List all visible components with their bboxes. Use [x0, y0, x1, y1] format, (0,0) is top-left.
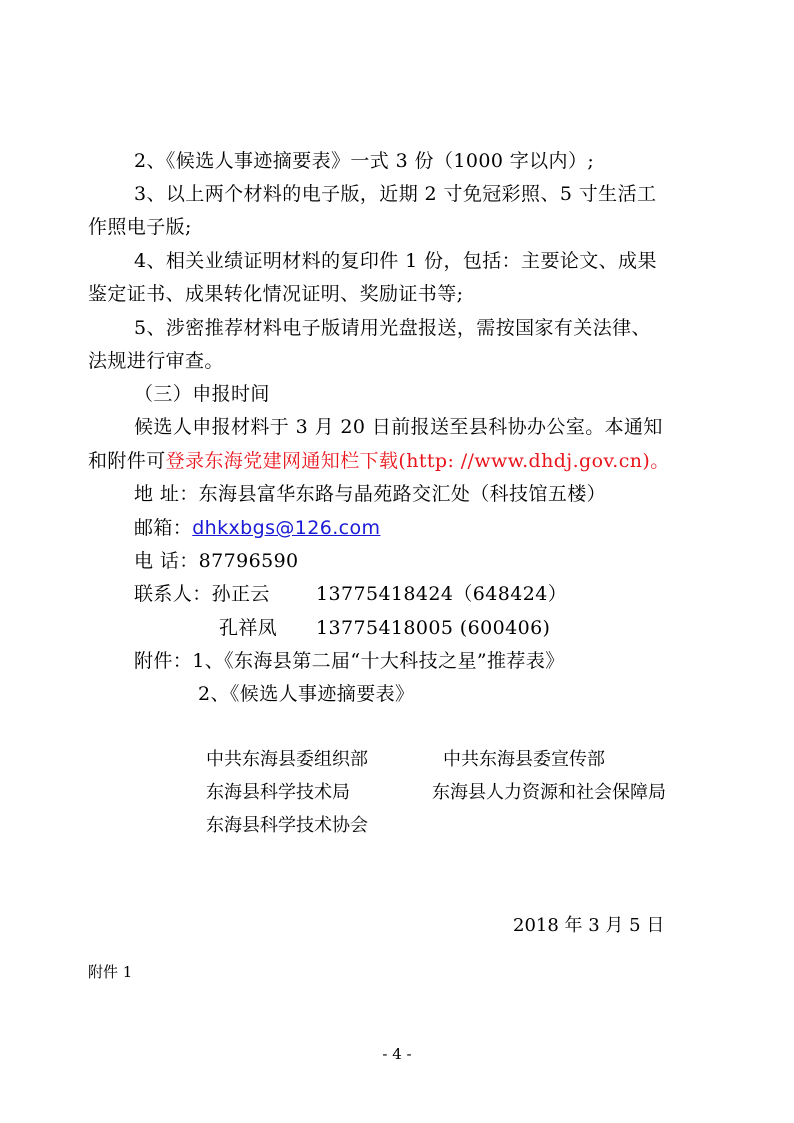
signatory-org-3: 东海县科学技术局 — [206, 782, 350, 803]
contact-phone: 电 话：87796590 — [134, 550, 299, 572]
section-heading-submission-time: （三）申报时间 — [134, 383, 270, 405]
material-item-2: 2、《候选人事迹摘要表》一式 3 份（1000 字以内）; — [134, 150, 595, 172]
material-item-5-line2: 法规进行审查。 — [88, 350, 224, 372]
attachment-item-1: 1、《东海县第二届“十大科技之星”推荐表》 — [192, 650, 565, 672]
email-label: 邮箱： — [134, 517, 193, 539]
signatory-org-5: 东海县科学技术协会 — [206, 815, 368, 836]
signatory-org-2: 中共东海县委宣传部 — [443, 749, 605, 770]
attachment-1-mark: 附件 1 — [88, 963, 133, 981]
attachment-item-2: 2、《候选人事迹摘要表》 — [198, 683, 415, 705]
contact-person-row-1 — [134, 582, 270, 606]
submission-body-prefix: 和附件可 — [88, 450, 166, 472]
document-date: 2018 年 3 月 5 日 — [513, 915, 665, 936]
submission-body-line2 — [88, 449, 670, 473]
contact-email-row — [134, 516, 380, 540]
contact-person-2-phone: 13775418005 (600406) — [316, 617, 551, 639]
contact-person-1-phone: 13775418424（648424） — [316, 583, 568, 605]
material-item-5-line1: 5、涉密推荐材料电子版请用光盘报送，需按国家有关法律、 — [134, 317, 651, 339]
material-item-3-line2: 作照电子版; — [88, 216, 192, 238]
submission-body-line1: 候选人申报材料于 3 月 20 日前报送至县科协办公室。本通知 — [134, 416, 663, 438]
attachments-label: 附件： — [134, 650, 193, 672]
material-item-3-line1: 3、以上两个材料的电子版，近期 2 寸免冠彩照、5 寸生活工 — [134, 183, 657, 205]
contact-label: 联系人： — [134, 583, 212, 605]
contact-person-1-name: 孙正云 — [211, 583, 270, 605]
download-link-text[interactable]: 登录东海党建网通知栏下载(http: //www.dhdj.gov.cn)。 — [165, 450, 670, 472]
contact-address: 地 址：东海县富华东路与晶苑路交汇处（科技馆五楼） — [134, 483, 607, 505]
attachment-row-1 — [134, 649, 565, 673]
signatory-org-4: 东海县人力资源和社会保障局 — [432, 782, 666, 803]
material-item-4-line2: 鉴定证书、成果转化情况证明、奖励证书等; — [88, 283, 464, 305]
signatory-org-1: 中共东海县委组织部 — [206, 749, 368, 770]
contact-person-2-name: 孔祥凤 — [219, 617, 278, 639]
page-number: - 4 - — [382, 1045, 412, 1063]
email-link[interactable]: dhkxbgs@126.com — [192, 517, 381, 539]
material-item-4-line1: 4、相关业绩证明材料的复印件 1 份，包括：主要论文、成果 — [134, 250, 657, 272]
